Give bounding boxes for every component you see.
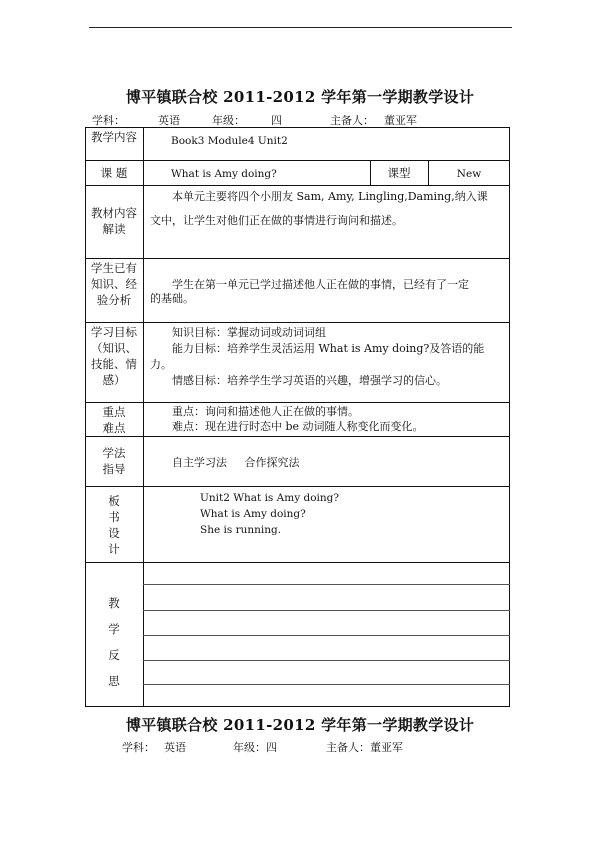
footer-subject-value: 英语 (164, 741, 186, 754)
board-label: 板书设计 (108, 494, 120, 556)
row-rule (85, 562, 510, 563)
content-value: Book3 Module4 Unit2 (171, 135, 288, 147)
difficult-point: 难点：现在进行时态中 be 动词随人称变化而变化。 (172, 420, 424, 433)
footer-preparer: 主备人：董亚军 (326, 741, 403, 754)
subject-label: 学科： (92, 114, 125, 127)
goals-label: 学习目标（知识、技能、情感） (91, 325, 137, 387)
row-rule (85, 402, 510, 403)
footer-title: 博平镇联合校 2011-2012 学年第一学期教学设计 (125, 716, 475, 734)
topic-value: What is Amy doing? (171, 168, 277, 180)
reflection-label: 教学反思 (108, 596, 120, 688)
board-line-2: What is Amy doing? (200, 508, 306, 520)
header-meta (0, 112, 600, 126)
label-column-rule (143, 127, 144, 707)
material-label: 教材内容解读 (91, 206, 137, 236)
reflection-line (143, 660, 510, 661)
row-rule (85, 436, 510, 437)
type-label: 课型 (387, 166, 411, 180)
grade-value: 四 (271, 114, 282, 127)
goal-ability-1: 能力目标：培养学生灵活运用 What is Amy doing?及答语的能 (172, 342, 485, 355)
board-line-1: Unit2 What is Amy doing? (200, 492, 339, 504)
key-points-label: 重点难点 (102, 405, 126, 435)
reflection-line (143, 684, 510, 685)
goal-knowledge: 知识目标：掌握动词或动词词组 (172, 326, 326, 339)
page-title: 博平镇联合校 2011-2012 学年第一学期教学设计 (125, 88, 475, 106)
content-label: 教学内容 (91, 130, 137, 144)
key-point: 重点：询问和描述他人正在做的事情。 (172, 405, 359, 418)
subject-value: 英语 (158, 114, 180, 127)
top-rule (89, 27, 512, 28)
method-label: 学法指导 (102, 446, 126, 476)
prior-knowledge-label: 学生已有知识、经验分析 (91, 261, 137, 307)
grade-label: 年级： (212, 114, 245, 127)
method-value: 自主学习法 合作探究法 (172, 456, 300, 469)
topic-label: 课 题 (100, 166, 128, 180)
preparer-value: 董亚军 (384, 114, 417, 127)
type-value: New (456, 168, 482, 180)
goal-emotion: 情感目标：培养学生学习英语的兴趣，增强学习的信心。 (172, 374, 447, 387)
board-line-3: She is running. (200, 524, 282, 536)
material-line-2: 文中，让学生对他们正在做的事情进行询问和描述。 (150, 214, 403, 227)
material-line-1: 本单元主要将四个小朋友 Sam, Amy, Lingling,Daming,纳入课 (172, 190, 488, 203)
prior-line-2: 的基础。 (150, 292, 194, 305)
footer-meta (0, 739, 600, 753)
row-rule (85, 258, 510, 259)
row-rule (85, 486, 510, 487)
row-rule (85, 322, 510, 323)
preparer-label: 主备人： (330, 114, 374, 127)
reflection-line (143, 610, 510, 611)
reflection-line (143, 584, 510, 585)
footer-subject-label: 学科： (122, 741, 155, 754)
row-rule (85, 160, 510, 161)
footer-grade: 年级：四 (233, 741, 277, 754)
prior-line-1: 学生在第一单元已学过描述他人正在做的事情，已经有了一定 (172, 278, 469, 291)
goal-ability-2: 力。 (150, 358, 172, 371)
reflection-line (143, 635, 510, 636)
